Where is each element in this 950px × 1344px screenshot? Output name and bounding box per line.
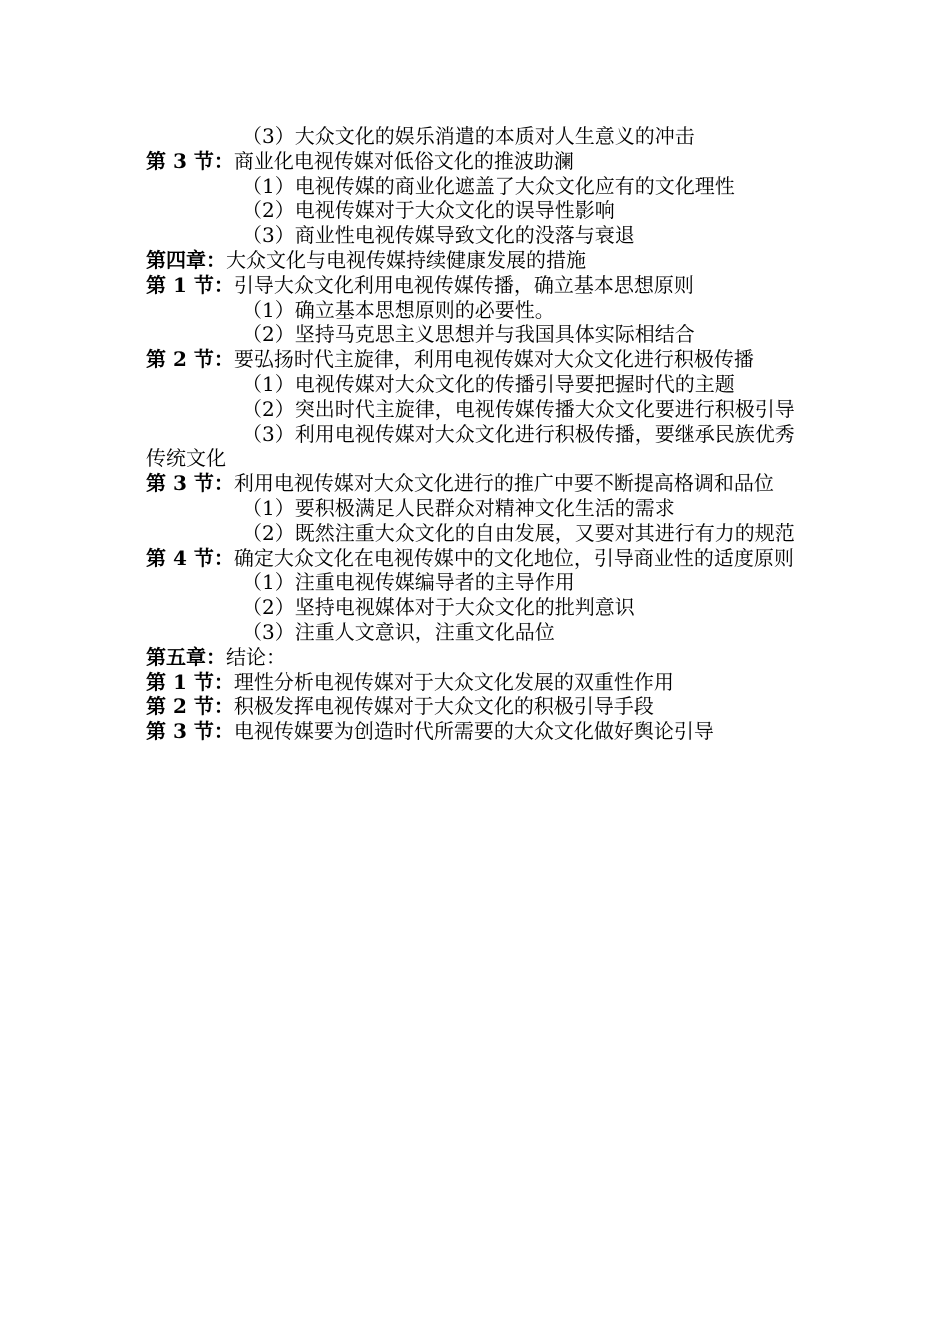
outline-subsection xyxy=(146,595,810,620)
outline-subsection xyxy=(146,521,810,546)
outline-subsection xyxy=(146,496,810,521)
subsection-text: （1）电视传媒对大众文化的传播引导要把握时代的主题 xyxy=(242,371,735,396)
section-label: 第 4 节： xyxy=(146,545,234,570)
chapter-label: 第五章： xyxy=(146,644,226,669)
subsection-text: （3）大众文化的娱乐消遣的本质对人生意义的冲击 xyxy=(242,124,695,148)
outline-section-heading xyxy=(146,719,810,744)
section-title: 积极发挥电视传媒对于大众文化的积极引导手段 xyxy=(233,694,654,719)
outline-subsection xyxy=(146,223,810,248)
section-label: 第 2 节： xyxy=(146,694,234,719)
subsection-text: （2）突出时代主旋律，电视传媒传播大众文化要进行积极引导 xyxy=(242,396,795,421)
subsection-text: （2）坚持电视媒体对于大众文化的批判意识 xyxy=(242,595,635,620)
outline-section-heading xyxy=(146,546,810,571)
outline-section-heading xyxy=(146,694,810,719)
section-title: 商业化电视传媒对低俗文化的推波助澜 xyxy=(233,148,574,173)
section-label: 第 1 节： xyxy=(146,669,234,694)
outline-subsection xyxy=(146,397,810,422)
outline-section-heading xyxy=(146,149,810,174)
outline-subsection xyxy=(146,298,810,323)
section-title: 引导大众文化利用电视传媒传播，确立基本思想原则 xyxy=(233,272,694,297)
outline-section-heading xyxy=(146,347,810,372)
section-title: 利用电视传媒对大众文化进行的推广中要不断提高格调和品位 xyxy=(233,471,774,496)
subsection-text: （2）坚持马克思主义思想并与我国具体实际相结合 xyxy=(242,322,695,347)
subsection-text: （3）利用电视传媒对大众文化进行积极传播，要继承民族优秀传统文化 xyxy=(146,421,795,471)
chapter-title: 结论： xyxy=(226,644,286,669)
outline-chapter-heading xyxy=(146,645,810,670)
section-label: 第 3 节： xyxy=(146,719,234,744)
subsection-text: （3）商业性电视传媒导致文化的没落与衰退 xyxy=(242,223,635,248)
subsection-text: （2）既然注重大众文化的自由发展，又要对其进行有力的规范 xyxy=(242,520,795,545)
subsection-text: （3）注重人文意识，注重文化品位 xyxy=(242,619,555,644)
outline-subsection xyxy=(146,372,810,397)
section-title: 电视传媒要为创造时代所需要的大众文化做好舆论引导 xyxy=(233,719,714,744)
section-label: 第 3 节： xyxy=(146,471,234,496)
chapter-label: 第四章： xyxy=(146,247,226,272)
chapter-title: 大众文化与电视传媒持续健康发展的措施 xyxy=(226,247,586,272)
document-page xyxy=(146,124,810,744)
outline-section-heading xyxy=(146,471,810,496)
outline-subsection xyxy=(146,124,810,149)
outline-chapter-heading xyxy=(146,248,810,273)
outline-subsection xyxy=(146,620,810,645)
section-label: 第 1 节： xyxy=(146,272,234,297)
section-title: 理性分析电视传媒对于大众文化发展的双重性作用 xyxy=(233,669,674,694)
outline-subsection xyxy=(146,198,810,223)
section-title: 要弘扬时代主旋律，利用电视传媒对大众文化进行积极传播 xyxy=(233,347,754,372)
outline-subsection xyxy=(146,422,810,472)
subsection-text: （1）要积极满足人民群众对精神文化生活的需求 xyxy=(242,495,675,520)
outline-subsection xyxy=(146,174,810,199)
outline-section-heading xyxy=(146,273,810,298)
subsection-text: （1）注重电视传媒编导者的主导作用 xyxy=(242,570,575,595)
section-label: 第 3 节： xyxy=(146,148,234,173)
section-label: 第 2 节： xyxy=(146,347,234,372)
section-title: 确定大众文化在电视传媒中的文化地位，引导商业性的适度原则 xyxy=(233,545,794,570)
subsection-text: （2）电视传媒对于大众文化的误导性影响 xyxy=(242,198,615,223)
outline-section-heading xyxy=(146,670,810,695)
subsection-text: （1）电视传媒的商业化遮盖了大众文化应有的文化理性 xyxy=(242,173,735,198)
subsection-text: （1）确立基本思想原则的必要性。 xyxy=(242,297,555,322)
outline-subsection xyxy=(146,322,810,347)
outline-subsection xyxy=(146,570,810,595)
